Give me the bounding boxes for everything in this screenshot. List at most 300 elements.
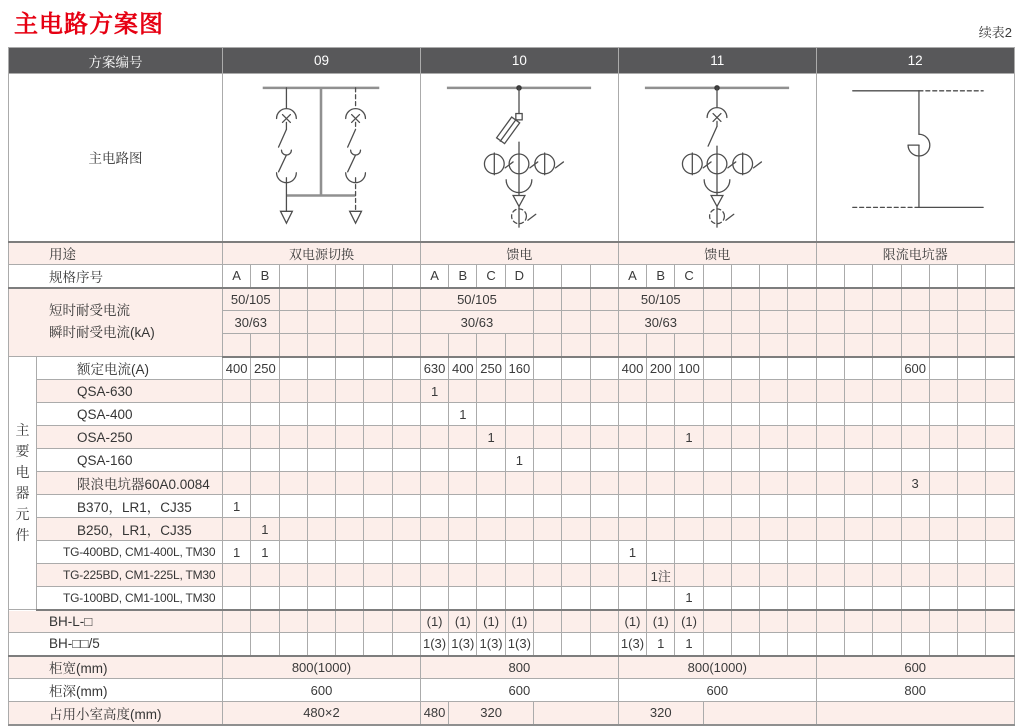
- cell-qsa-160-12-3: [901, 449, 929, 472]
- cell-withstand-blank-11-0: [618, 334, 646, 357]
- cell-b250-09-1: 1: [251, 518, 279, 541]
- cell-rated-current-11-1: 200: [647, 357, 675, 380]
- cell-osa-250-09-5: [364, 426, 392, 449]
- cell-qsa-630-09-5: [364, 380, 392, 403]
- cell-cabinet-width-10-0: 800: [420, 656, 618, 679]
- cell-qsa-160-12-1: [845, 449, 873, 472]
- cell-bh-l-11-3: [703, 610, 731, 633]
- cell-cabinet-depth-10-0: 600: [420, 679, 618, 702]
- cell-spec-no-10-6: [590, 265, 618, 288]
- cell-tg-225-09-6: [392, 564, 420, 587]
- current-limiting-reactor-circuit: [817, 77, 1013, 237]
- cell-spec-no-11-0: A: [618, 265, 646, 288]
- cell-withstand-inst-12-5: [958, 311, 986, 334]
- cell-spec-no-10-1: B: [449, 265, 477, 288]
- cell-rated-current-11-3: [703, 357, 731, 380]
- cell-qsa-160-09-5: [364, 449, 392, 472]
- cell-spec-no-12-0: [816, 265, 844, 288]
- cell-spec-no-11-5: [760, 265, 788, 288]
- cell-osa-250-09-3: [307, 426, 335, 449]
- cell-qsa-400-10-4: [533, 403, 561, 426]
- cell-cabinet-width-09-0: 800(1000): [223, 656, 421, 679]
- row-label-cabinet-depth: 柜深(mm): [9, 679, 223, 702]
- row-osa-250: [9, 426, 1015, 449]
- cell-bh-l-09-3: [307, 610, 335, 633]
- cell-withstand-inst-10-3: [590, 311, 618, 334]
- row-bh-5: [9, 633, 1015, 656]
- cell-bh-l-11-0: (1): [618, 610, 646, 633]
- cell-tg-100-12-4: [929, 587, 957, 610]
- cell-reactor-60a-12-1: [845, 472, 873, 495]
- cell-tg-100-12-3: [901, 587, 929, 610]
- cell-tg-100-09-6: [392, 587, 420, 610]
- cell-qsa-400-10-2: [477, 403, 505, 426]
- cell-tg-400-11-4: [731, 541, 759, 564]
- cell-tg-100-10-0: [420, 587, 448, 610]
- row-tg-100: [9, 587, 1015, 610]
- cell-rated-current-10-0: 630: [420, 357, 448, 380]
- cell-usage-11-0: 馈电: [618, 242, 816, 265]
- cell-osa-250-09-1: [251, 426, 279, 449]
- diagram-cell-10: [420, 74, 618, 242]
- cell-osa-250-11-1: [647, 426, 675, 449]
- cell-b250-11-3: [703, 518, 731, 541]
- cell-osa-250-12-0: [816, 426, 844, 449]
- cell-bh-5-09-4: [336, 633, 364, 656]
- cell-spec-no-10-4: [533, 265, 561, 288]
- cell-bh-5-12-4: [929, 633, 957, 656]
- cell-withstand-blank-12-2: [873, 334, 901, 357]
- cell-qsa-160-09-0: [223, 449, 251, 472]
- cell-qsa-400-11-1: [647, 403, 675, 426]
- cell-compartment-height-10-2: [533, 702, 618, 725]
- cell-bh-l-12-3: [901, 610, 929, 633]
- row-spec-no: [9, 265, 1015, 288]
- cell-withstand-blank-12-3: [901, 334, 929, 357]
- cell-b370-10-4: [533, 495, 561, 518]
- cell-b370-11-2: [675, 495, 703, 518]
- cell-b370-10-3: [505, 495, 533, 518]
- cell-tg-400-12-3: [901, 541, 929, 564]
- cell-b250-12-2: [873, 518, 901, 541]
- cell-reactor-60a-10-3: [505, 472, 533, 495]
- cell-reactor-60a-12-6: [986, 472, 1014, 495]
- cell-b250-12-1: [845, 518, 873, 541]
- cell-tg-100-11-2: 1: [675, 587, 703, 610]
- cell-withstand-blank-11-5: [760, 334, 788, 357]
- cell-tg-400-10-5: [562, 541, 590, 564]
- cell-osa-250-10-6: [590, 426, 618, 449]
- cell-withstand-short-11-3: [760, 288, 788, 311]
- cell-rated-current-12-2: [873, 357, 901, 380]
- cell-tg-400-11-6: [788, 541, 816, 564]
- cell-osa-250-10-0: [420, 426, 448, 449]
- cell-tg-400-11-2: [675, 541, 703, 564]
- cell-withstand-short-10-2: [562, 288, 590, 311]
- cell-withstand-inst-10-2: [562, 311, 590, 334]
- cell-qsa-160-10-6: [590, 449, 618, 472]
- right-branch: [346, 88, 366, 223]
- cell-qsa-400-11-3: [703, 403, 731, 426]
- cell-reactor-60a-09-6: [392, 472, 420, 495]
- cell-tg-400-12-0: [816, 541, 844, 564]
- cell-tg-100-09-4: [336, 587, 364, 610]
- cell-reactor-60a-12-0: [816, 472, 844, 495]
- cell-tg-400-10-6: [590, 541, 618, 564]
- cell-qsa-160-10-5: [562, 449, 590, 472]
- cell-b250-10-4: [533, 518, 561, 541]
- cell-qsa-400-11-6: [788, 403, 816, 426]
- cell-tg-400-12-4: [929, 541, 957, 564]
- cell-rated-current-10-5: [562, 357, 590, 380]
- cell-tg-100-12-2: [873, 587, 901, 610]
- cell-qsa-400-12-3: [901, 403, 929, 426]
- cell-bh-5-11-6: [788, 633, 816, 656]
- cell-tg-100-11-4: [731, 587, 759, 610]
- cell-withstand-inst-12-4: [929, 311, 957, 334]
- cell-tg-225-09-5: [364, 564, 392, 587]
- cell-qsa-400-09-3: [307, 403, 335, 426]
- cell-withstand-inst-10-1: [533, 311, 561, 334]
- cell-osa-250-11-0: [618, 426, 646, 449]
- main-circuit-diagram-row: [9, 74, 1015, 242]
- cell-qsa-630-12-6: [986, 380, 1014, 403]
- cell-withstand-blank-09-0: [223, 334, 251, 357]
- cell-tg-400-09-2: [279, 541, 307, 564]
- cell-b370-11-6: [788, 495, 816, 518]
- cell-qsa-400-09-1: [251, 403, 279, 426]
- cell-b250-12-3: [901, 518, 929, 541]
- cell-tg-100-10-5: [562, 587, 590, 610]
- cell-tg-225-10-1: [449, 564, 477, 587]
- cell-tg-100-11-0: [618, 587, 646, 610]
- cell-b250-11-6: [788, 518, 816, 541]
- row-usage: [9, 242, 1015, 265]
- cell-qsa-400-11-0: [618, 403, 646, 426]
- cell-tg-225-09-3: [307, 564, 335, 587]
- cell-withstand-inst-09-5: [392, 311, 420, 334]
- cell-tg-225-11-1: 1注: [647, 564, 675, 587]
- cell-b250-09-3: [307, 518, 335, 541]
- cell-qsa-630-12-3: [901, 380, 929, 403]
- cell-tg-400-10-0: [420, 541, 448, 564]
- cell-qsa-400-12-2: [873, 403, 901, 426]
- cell-qsa-630-11-3: [703, 380, 731, 403]
- cell-qsa-400-09-0: [223, 403, 251, 426]
- cell-b250-11-4: [731, 518, 759, 541]
- cell-spec-no-12-4: [929, 265, 957, 288]
- cell-qsa-400-10-0: [420, 403, 448, 426]
- cell-b250-12-5: [958, 518, 986, 541]
- cell-bh-l-12-0: [816, 610, 844, 633]
- cell-tg-100-10-4: [533, 587, 561, 610]
- cell-withstand-blank-12-6: [986, 334, 1014, 357]
- diagram-cell-11: [618, 74, 816, 242]
- cell-bh-l-09-0: [223, 610, 251, 633]
- cell-b250-09-4: [336, 518, 364, 541]
- cell-rated-current-11-4: [731, 357, 759, 380]
- cell-withstand-short-12-2: [873, 288, 901, 311]
- cell-bh-5-11-2: 1: [675, 633, 703, 656]
- cell-bh-l-10-2: (1): [477, 610, 505, 633]
- cell-tg-225-10-4: [533, 564, 561, 587]
- cell-tg-100-10-1: [449, 587, 477, 610]
- cell-bh-l-09-6: [392, 610, 420, 633]
- cell-tg-100-12-0: [816, 587, 844, 610]
- row-qsa-630: [9, 380, 1015, 403]
- cell-qsa-160-11-6: [788, 449, 816, 472]
- cell-tg-400-09-5: [364, 541, 392, 564]
- header-row: [9, 48, 1015, 74]
- cell-withstand-inst-10-0: 30/63: [420, 311, 533, 334]
- cell-b370-12-4: [929, 495, 957, 518]
- cell-spec-no-09-5: [364, 265, 392, 288]
- cell-qsa-630-12-0: [816, 380, 844, 403]
- cell-withstand-inst-12-6: [986, 311, 1014, 334]
- cell-cabinet-depth-09-0: 600: [223, 679, 421, 702]
- cell-osa-250-10-5: [562, 426, 590, 449]
- cell-bh-5-09-3: [307, 633, 335, 656]
- cell-withstand-blank-12-5: [958, 334, 986, 357]
- cell-bh-5-12-3: [901, 633, 929, 656]
- cell-qsa-160-09-3: [307, 449, 335, 472]
- cell-bh-5-09-5: [364, 633, 392, 656]
- row-label-qsa-400: QSA-400: [37, 403, 223, 426]
- cell-tg-225-11-3: [703, 564, 731, 587]
- cell-withstand-short-12-5: [958, 288, 986, 311]
- cell-withstand-inst-11-4: [788, 311, 816, 334]
- cell-qsa-400-09-6: [392, 403, 420, 426]
- cell-qsa-400-10-5: [562, 403, 590, 426]
- cell-spec-no-12-1: [845, 265, 873, 288]
- cell-rated-current-12-4: [929, 357, 957, 380]
- cell-bh-5-11-5: [760, 633, 788, 656]
- cell-spec-no-10-0: A: [420, 265, 448, 288]
- cell-reactor-60a-11-6: [788, 472, 816, 495]
- cell-reactor-60a-10-5: [562, 472, 590, 495]
- cell-b250-10-1: [449, 518, 477, 541]
- cell-qsa-630-10-2: [477, 380, 505, 403]
- cell-b250-10-5: [562, 518, 590, 541]
- cell-reactor-60a-10-1: [449, 472, 477, 495]
- cell-tg-225-10-3: [505, 564, 533, 587]
- cell-spec-no-11-3: [703, 265, 731, 288]
- cell-b250-09-6: [392, 518, 420, 541]
- cell-b370-12-2: [873, 495, 901, 518]
- cell-tg-225-12-4: [929, 564, 957, 587]
- cell-b250-11-5: [760, 518, 788, 541]
- cell-tg-225-11-2: [675, 564, 703, 587]
- cell-withstand-blank-11-2: [675, 334, 703, 357]
- row-label-b370: B370，LR1，CJ35: [37, 495, 223, 518]
- cell-withstand-blank-09-3: [307, 334, 335, 357]
- cell-reactor-60a-12-2: [873, 472, 901, 495]
- cell-reactor-60a-12-3: 3: [901, 472, 929, 495]
- cell-osa-250-11-4: [731, 426, 759, 449]
- cell-osa-250-09-2: [279, 426, 307, 449]
- cell-bh-5-10-1: 1(3): [449, 633, 477, 656]
- cell-reactor-60a-09-1: [251, 472, 279, 495]
- cell-tg-100-09-1: [251, 587, 279, 610]
- cell-withstand-blank-09-2: [279, 334, 307, 357]
- cell-compartment-height-09-0: 480×2: [223, 702, 421, 725]
- cell-cabinet-width-12-0: 600: [816, 656, 1014, 679]
- cell-compartment-height-11-0: 320: [618, 702, 703, 725]
- row-label-tg-100: TG-100BD, CM1-100L, TM30: [37, 587, 223, 610]
- cell-spec-no-12-5: [958, 265, 986, 288]
- scheme-table: [8, 47, 1015, 726]
- cell-withstand-short-10-1: [533, 288, 561, 311]
- cell-rated-current-11-0: 400: [618, 357, 646, 380]
- row-label-osa-250: OSA-250: [37, 426, 223, 449]
- cell-qsa-400-12-4: [929, 403, 957, 426]
- cell-rated-current-12-6: [986, 357, 1014, 380]
- cell-tg-100-11-5: [760, 587, 788, 610]
- cell-bh-5-11-3: [703, 633, 731, 656]
- cell-qsa-160-12-2: [873, 449, 901, 472]
- cell-withstand-blank-12-4: [929, 334, 957, 357]
- cell-osa-250-10-3: [505, 426, 533, 449]
- cell-b250-10-2: [477, 518, 505, 541]
- cell-withstand-inst-11-0: 30/63: [618, 311, 703, 334]
- diagram-row-label: 主电路图: [9, 74, 223, 242]
- dual-source-changeover-circuit: [223, 77, 419, 237]
- cell-b370-11-1: [647, 495, 675, 518]
- cell-spec-no-12-2: [873, 265, 901, 288]
- cell-withstand-short-09-0: 50/105: [223, 288, 280, 311]
- cell-bh-l-11-2: (1): [675, 610, 703, 633]
- cell-qsa-630-12-1: [845, 380, 873, 403]
- cell-b370-09-2: [279, 495, 307, 518]
- cell-bh-l-10-4: [533, 610, 561, 633]
- cell-osa-250-10-1: [449, 426, 477, 449]
- cell-reactor-60a-11-3: [703, 472, 731, 495]
- cell-qsa-630-12-4: [929, 380, 957, 403]
- cell-qsa-630-11-0: [618, 380, 646, 403]
- cell-bh-l-10-1: (1): [449, 610, 477, 633]
- row-cabinet-depth: [9, 679, 1015, 702]
- cell-tg-100-12-6: [986, 587, 1014, 610]
- cell-qsa-400-12-0: [816, 403, 844, 426]
- cell-rated-current-10-1: 400: [449, 357, 477, 380]
- cell-withstand-short-11-4: [788, 288, 816, 311]
- cell-tg-225-12-0: [816, 564, 844, 587]
- cell-rated-current-09-6: [392, 357, 420, 380]
- cell-tg-225-10-5: [562, 564, 590, 587]
- cell-bh-5-12-2: [873, 633, 901, 656]
- cell-qsa-630-12-2: [873, 380, 901, 403]
- cell-tg-100-11-6: [788, 587, 816, 610]
- cell-bh-l-11-5: [760, 610, 788, 633]
- main-components-vertical-label: 主 要 电 器 元 件: [9, 357, 37, 610]
- cell-reactor-60a-11-1: [647, 472, 675, 495]
- cell-withstand-short-12-4: [929, 288, 957, 311]
- left-branch: [277, 88, 297, 223]
- cell-withstand-inst-09-1: [279, 311, 307, 334]
- cell-withstand-blank-09-6: [392, 334, 420, 357]
- cell-qsa-400-11-4: [731, 403, 759, 426]
- cell-qsa-630-11-6: [788, 380, 816, 403]
- cell-b370-11-4: [731, 495, 759, 518]
- cell-tg-100-10-6: [590, 587, 618, 610]
- cell-tg-400-12-5: [958, 541, 986, 564]
- cell-withstand-short-11-2: [731, 288, 759, 311]
- cell-qsa-400-11-5: [760, 403, 788, 426]
- cell-qsa-400-09-2: [279, 403, 307, 426]
- cell-b370-09-6: [392, 495, 420, 518]
- cell-b250-12-6: [986, 518, 1014, 541]
- row-label-qsa-160: QSA-160: [37, 449, 223, 472]
- cell-b370-12-5: [958, 495, 986, 518]
- scheme-header-11: 11: [618, 48, 816, 74]
- cell-reactor-60a-09-4: [336, 472, 364, 495]
- cell-withstand-blank-10-4: [533, 334, 561, 357]
- cell-qsa-630-10-1: [449, 380, 477, 403]
- cell-withstand-inst-09-3: [336, 311, 364, 334]
- scheme-header-10: 10: [420, 48, 618, 74]
- cell-withstand-inst-11-3: [760, 311, 788, 334]
- row-label-b250: B250，LR1，CJ35: [37, 518, 223, 541]
- cell-withstand-blank-10-2: [477, 334, 505, 357]
- cell-tg-400-11-5: [760, 541, 788, 564]
- cell-tg-225-12-3: [901, 564, 929, 587]
- cell-bh-5-11-0: 1(3): [618, 633, 646, 656]
- cell-tg-400-11-1: [647, 541, 675, 564]
- row-label-tg-400: TG-400BD, CM1-400L, TM30: [37, 541, 223, 564]
- cell-bh-l-09-4: [336, 610, 364, 633]
- cell-qsa-630-10-0: 1: [420, 380, 448, 403]
- cell-bh-5-12-1: [845, 633, 873, 656]
- cell-withstand-blank-09-1: [251, 334, 279, 357]
- cell-tg-100-12-1: [845, 587, 873, 610]
- cell-withstand-inst-09-2: [307, 311, 335, 334]
- row-label-spec-no: 规格序号: [9, 265, 223, 288]
- cell-rated-current-10-6: [590, 357, 618, 380]
- cell-qsa-630-12-5: [958, 380, 986, 403]
- row-b370: [9, 495, 1015, 518]
- cell-withstand-short-11-1: [703, 288, 731, 311]
- row-tg-400: [9, 541, 1015, 564]
- cell-b370-11-0: [618, 495, 646, 518]
- cell-withstand-inst-11-2: [731, 311, 759, 334]
- cell-b370-10-2: [477, 495, 505, 518]
- cell-bh-5-11-1: 1: [647, 633, 675, 656]
- cell-qsa-160-12-0: [816, 449, 844, 472]
- cell-tg-400-11-0: 1: [618, 541, 646, 564]
- cell-qsa-400-09-5: [364, 403, 392, 426]
- cell-withstand-short-10-3: [590, 288, 618, 311]
- cell-reactor-60a-10-2: [477, 472, 505, 495]
- scheme-header-09: 09: [223, 48, 421, 74]
- cell-tg-225-10-0: [420, 564, 448, 587]
- cell-tg-400-10-3: [505, 541, 533, 564]
- cell-tg-100-12-5: [958, 587, 986, 610]
- cell-tg-100-09-0: [223, 587, 251, 610]
- row-label-compartment-height: 占用小室高度(mm): [9, 702, 223, 725]
- cell-b370-10-0: [420, 495, 448, 518]
- cell-qsa-630-09-1: [251, 380, 279, 403]
- cell-bh-l-12-5: [958, 610, 986, 633]
- plan-number-header: 方案编号: [9, 48, 223, 74]
- cell-spec-no-12-6: [986, 265, 1014, 288]
- cell-b250-12-0: [816, 518, 844, 541]
- cell-withstand-short-10-0: 50/105: [420, 288, 533, 311]
- cell-b250-12-4: [929, 518, 957, 541]
- cell-qsa-400-11-2: [675, 403, 703, 426]
- cell-bh-5-09-6: [392, 633, 420, 656]
- cell-withstand-inst-11-1: [703, 311, 731, 334]
- cell-tg-225-11-5: [760, 564, 788, 587]
